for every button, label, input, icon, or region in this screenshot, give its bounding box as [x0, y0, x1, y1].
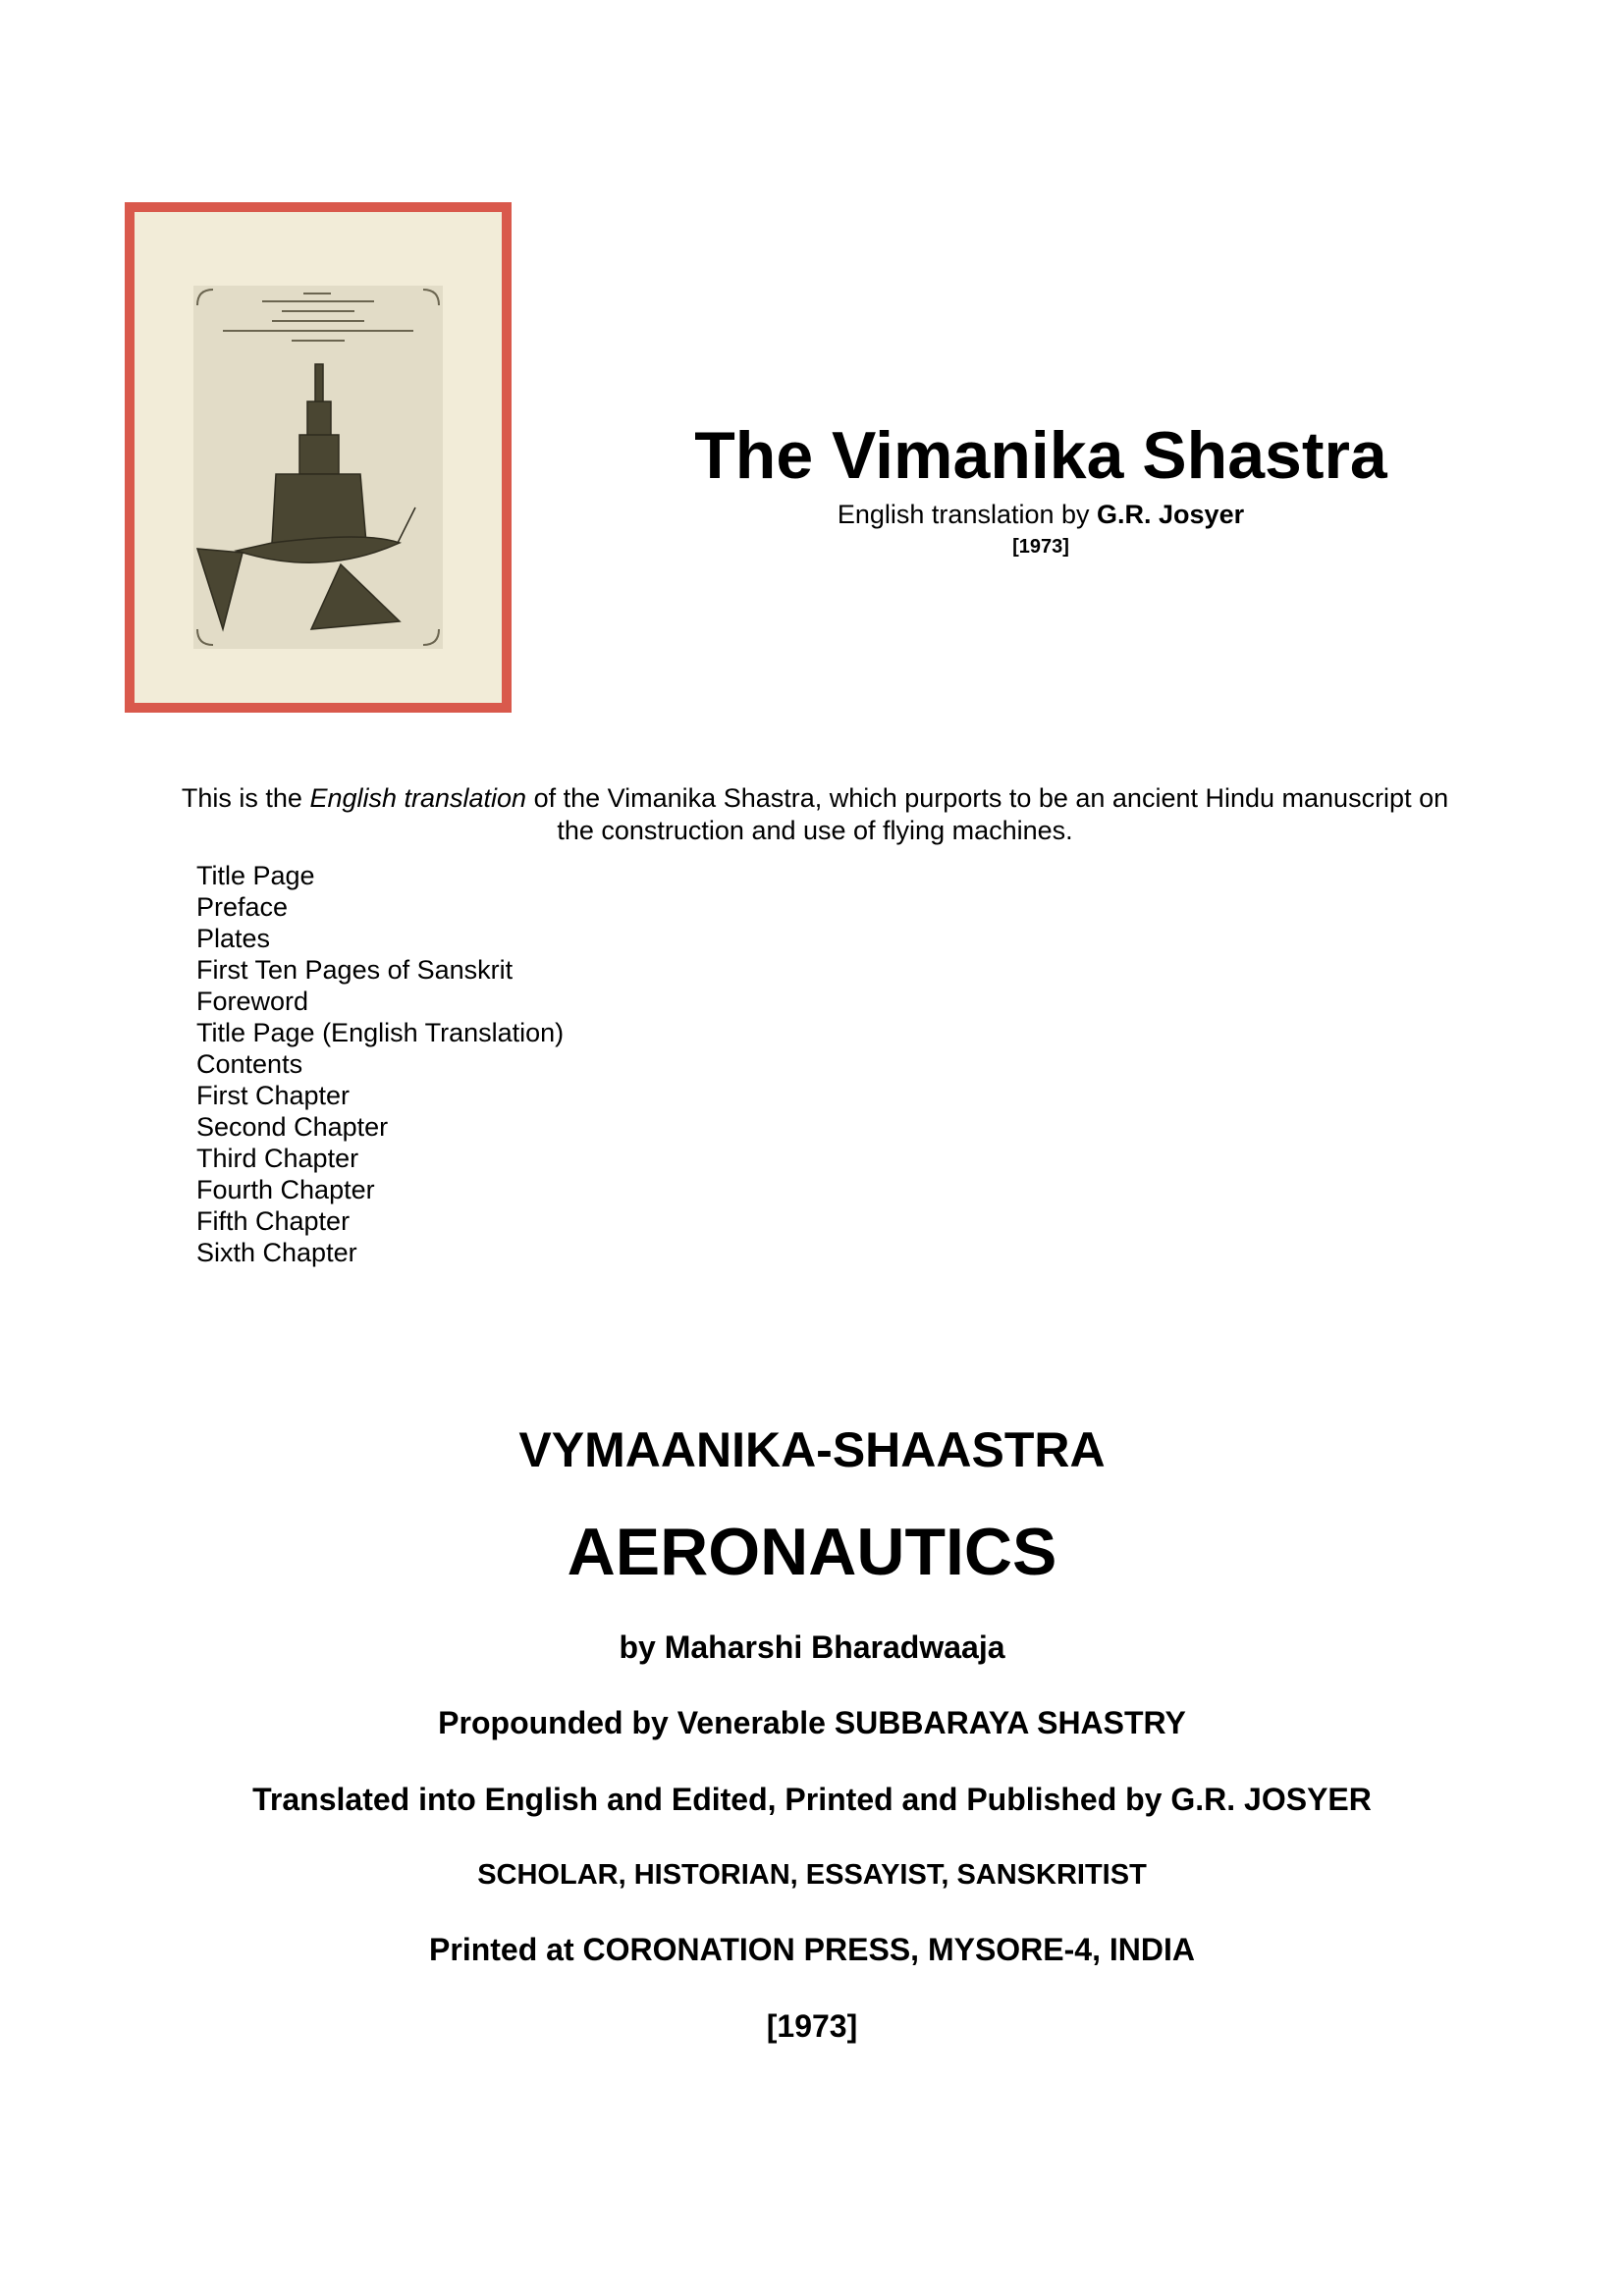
- cover-paper: [135, 212, 502, 703]
- header-block: [550, 418, 1532, 559]
- toc-item-preface[interactable]: Preface: [196, 892, 289, 922]
- toc-item-title-page[interactable]: Title Page: [196, 861, 315, 890]
- toc-item-contents[interactable]: Contents: [196, 1049, 303, 1079]
- subtitle-author: G.R. Josyer: [1097, 500, 1245, 529]
- toc-item-second-chapter[interactable]: Second Chapter: [196, 1112, 389, 1142]
- book-subject: AERONAUTICS: [567, 1515, 1057, 1589]
- intro-paragraph: [167, 782, 1463, 847]
- toc-item-fifth-chapter[interactable]: Fifth Chapter: [196, 1206, 351, 1236]
- intro-emphasis: English translation: [309, 783, 527, 813]
- header-year: [1973]: [1012, 535, 1069, 558]
- cover-image: [125, 202, 512, 713]
- translator-credentials: SCHOLAR, HISTORIAN, ESSAYIST, SANSKRITIST: [477, 1859, 1147, 1891]
- toc-item-fourth-chapter[interactable]: Fourth Chapter: [196, 1175, 375, 1204]
- page-title: The Vimanika Shastra: [694, 418, 1387, 493]
- book-author: by Maharshi Bharadwaaja: [619, 1629, 1005, 1665]
- subtitle: [550, 501, 1532, 530]
- intro-text-before: This is the: [181, 783, 310, 813]
- book-printer: Printed at CORONATION PRESS, MYSORE-4, INDIA: [429, 1932, 1195, 1967]
- toc-item-foreword[interactable]: Foreword: [196, 987, 309, 1016]
- table-of-contents: [196, 860, 564, 1268]
- book-year: [1973]: [766, 2008, 858, 2044]
- toc-item-plates[interactable]: Plates: [196, 924, 271, 953]
- toc-item-third-chapter[interactable]: Third Chapter: [196, 1144, 359, 1173]
- book-title: VYMAANIKA-SHAASTRA: [518, 1422, 1106, 1477]
- toc-item-first-chapter[interactable]: First Chapter: [196, 1081, 351, 1110]
- book-propounder: Propounded by Venerable SUBBARAYA SHASTRY: [438, 1705, 1186, 1740]
- toc-item-first-ten-pages[interactable]: First Ten Pages of Sanskrit: [196, 955, 514, 985]
- book-translator: Translated into English and Edited, Printed and Published by G.R. JOSYER: [252, 1782, 1372, 1817]
- intro-text-after: of the Vimanika Shastra, which purports to be an ancient Hindu manuscript on the construction and use of flying machines.: [526, 783, 1449, 845]
- toc-item-title-page-english[interactable]: Title Page (English Translation): [196, 1018, 565, 1047]
- toc-item-sixth-chapter[interactable]: Sixth Chapter: [196, 1238, 357, 1267]
- subtitle-prefix: English translation by: [837, 500, 1098, 529]
- vimana-illustration: [193, 286, 443, 649]
